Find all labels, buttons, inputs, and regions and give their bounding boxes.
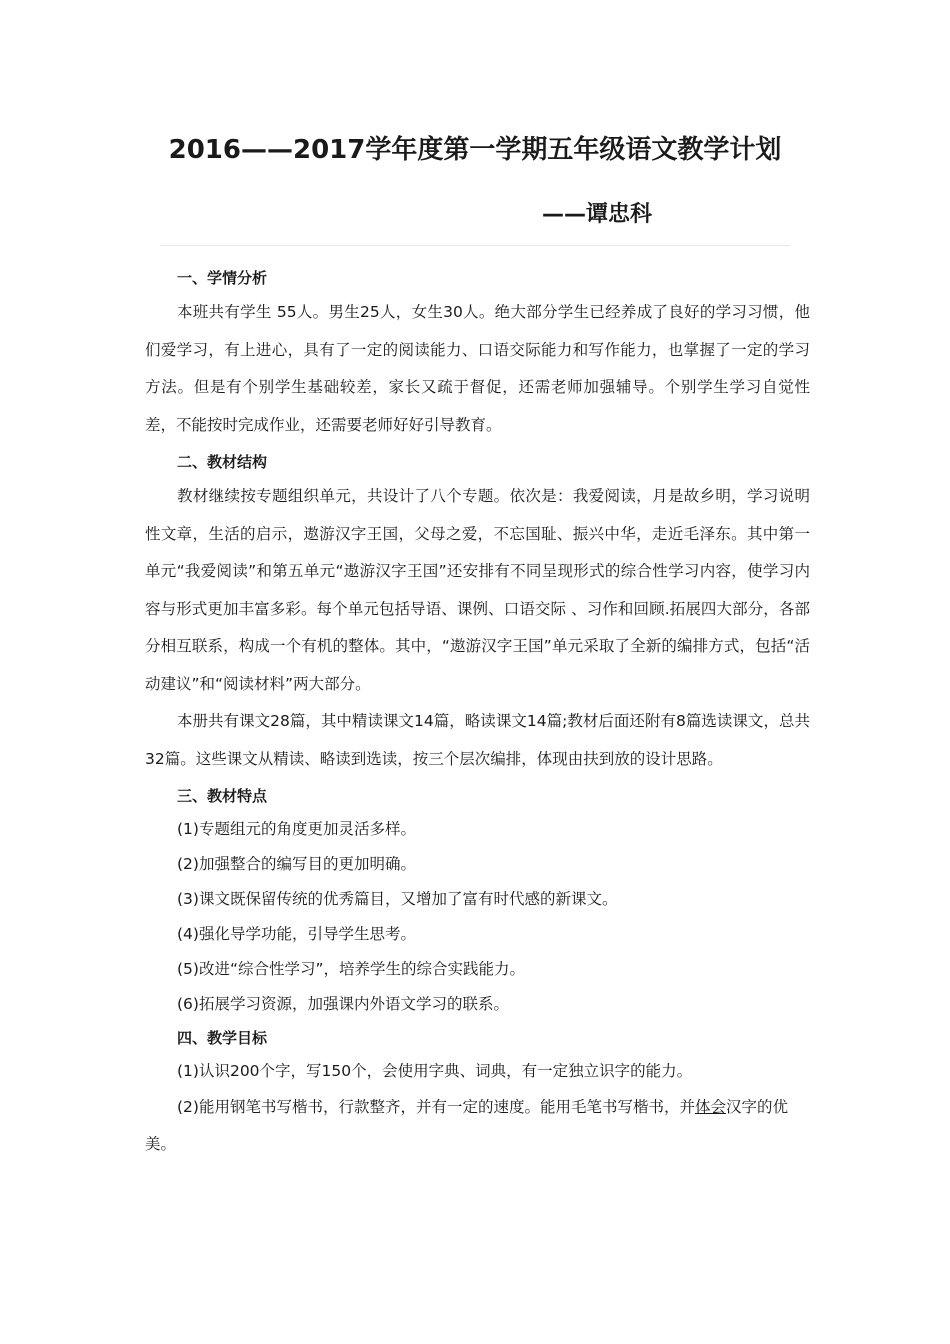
list-item: (4)强化导学功能，引导学生思考。 — [177, 925, 416, 943]
title-divider — [160, 245, 790, 246]
underlined-text: 体会 — [694, 1098, 726, 1116]
section-heading-student-analysis: 一、学情分析 — [177, 269, 268, 287]
document-title: 2016——2017学年度第一学期五年级语文教学计划 — [168, 135, 782, 165]
goal-2-text: (2)能用钢笔书写楷书，行款整齐，并有一定的速度。能用毛笔书写楷书，并 — [177, 1098, 695, 1116]
section-heading-teaching-goals: 四、教学目标 — [177, 1029, 268, 1047]
document-body — [145, 262, 810, 1163]
list-item: (5)改进“综合性学习”，培养学生的综合实践能力。 — [177, 960, 526, 978]
section-heading-textbook-structure: 二、教材结构 — [177, 453, 268, 471]
paragraph-student-analysis: 本班共有学生 55人。男生25人，女生30人。绝大部分学生已经养成了良好的学习习惯，他们爱学习，有上进心，具有了一定的阅读能力、口语交际能力和写作能力，也掌握了一定的学习方法。但是有个别学生基础较差，家长又疏于督促，还需老师加强辅导。个别学生学习自觉性差，不能按时完成作业，还需要老师好好引导教育。 — [145, 303, 810, 434]
list-item: (2)加强整合的编写目的更加明确。 — [177, 855, 416, 873]
list-item: (1)认识200个字，写150个，会使用字典、词典，有一定独立识字的能力。 — [177, 1062, 693, 1080]
list-item-goal-2 — [145, 1089, 810, 1163]
paragraph-lesson-count: 本册共有课文28篇，其中精读课文14篇，略读课文14篇;教材后面还附有8篇选读课文，总共32篇。这些课文从精读、略读到选读，按三个层次编排，体现由扶到放的设计思路。 — [145, 712, 810, 768]
list-item: (6)拓展学习资源，加强课内外语文学习的联系。 — [177, 995, 509, 1013]
goal-2-text-end: 汉字的优美。 — [145, 1098, 788, 1153]
document-author: ——谭忠科 — [542, 202, 653, 227]
list-item: (3)课文既保留传统的优秀篇目，又增加了富有时代感的新课文。 — [177, 890, 618, 908]
list-item: (1)专题组元的角度更加灵活多样。 — [177, 820, 416, 838]
section-heading-textbook-features: 三、教材特点 — [177, 787, 268, 805]
paragraph-textbook-structure: 教材继续按专题组织单元，共设计了八个专题。依次是：我爱阅读，月是故乡明，学习说明性文章，生活的启示，遨游汉字王国，父母之爱，不忘国耻、振兴中华，走近毛泽东。其中第一单元“我爱阅读”和第五单元“遨游汉字王国”还安排有不同呈现形式的综合性学习内容，使学习内容与形式更加丰富多彩。每个单元包括导语、课例、口语交际 、习作和回顾.拓展四大部分，各部分相互联系，构成一个有机的整体。其中，“遨游汉字王国”单元采取了全新的编排方式，包括“活动建议”和“阅读材料”两大部分。 — [145, 487, 810, 693]
